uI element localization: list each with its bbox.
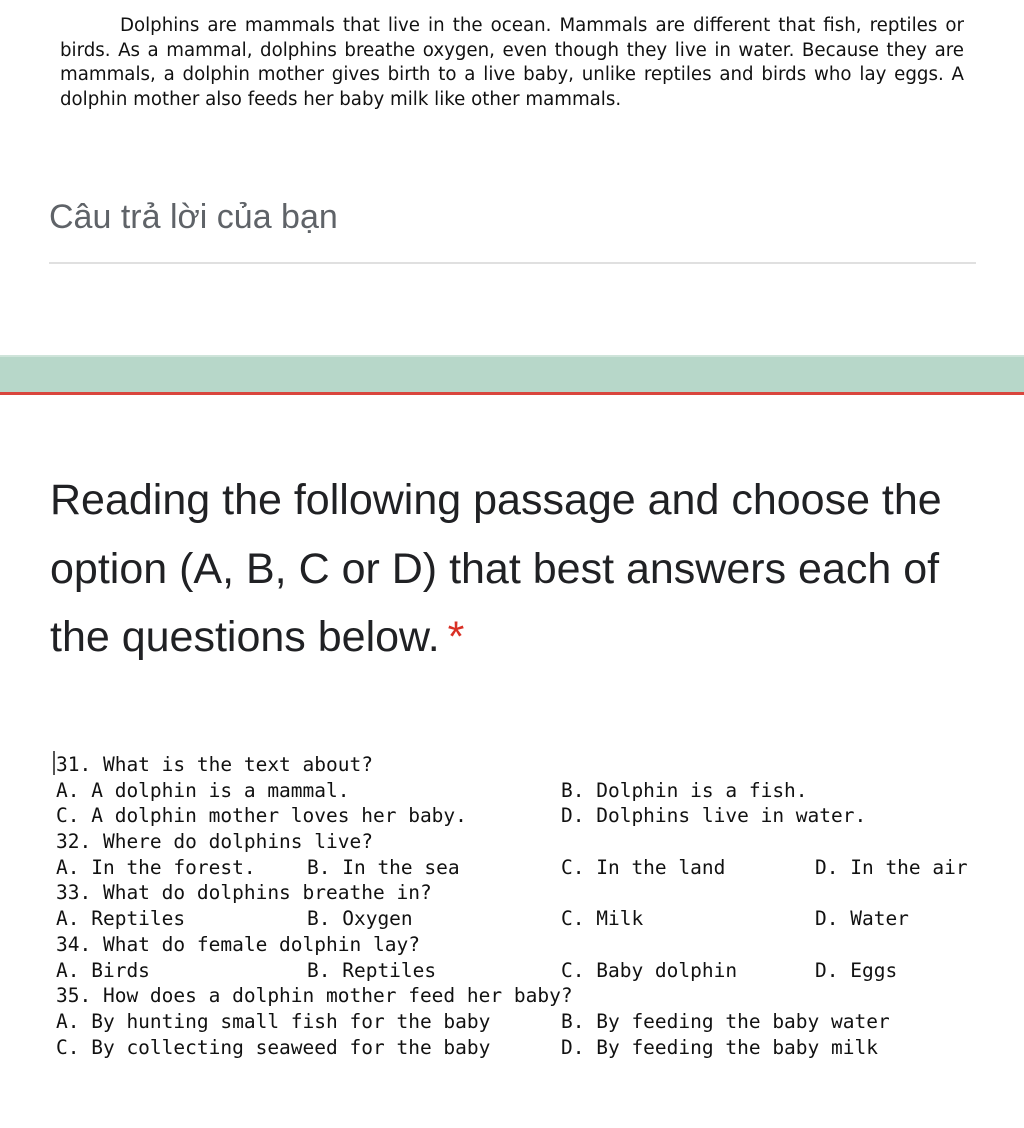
q35-option-c: C. By collecting seaweed for the baby: [56, 1035, 491, 1059]
question-32: [53, 829, 993, 855]
q32-option-c: C. In the land: [561, 855, 726, 879]
question-31-options-row1: [53, 778, 993, 804]
question-title: [50, 466, 990, 672]
q33-option-d: D. Water: [815, 907, 909, 931]
short-answer-input[interactable]: [49, 196, 976, 264]
question-34: [53, 932, 993, 958]
question-32-text: 32. Where do dolphins live?: [56, 830, 373, 854]
question-32-options: [53, 855, 993, 881]
q32-option-d: D. In the air: [815, 855, 968, 879]
q33-option-b: B. Oxygen: [307, 907, 413, 931]
required-asterisk: *: [447, 613, 465, 661]
question-31-text: 31. What is the text about?: [56, 753, 373, 776]
q31-option-d: D. Dolphins live in water.: [561, 804, 867, 828]
question-35-options-row1: [53, 1009, 993, 1035]
q33-option-c: C. Milk: [561, 907, 644, 931]
passage-text: Dolphins are mammals that live in the ocean. Mammals are different that fish, reptiles or birds. As a mammal, dolphins breathe oxygen, even though they live in water. Because they are mammals, a dolphin mother gives birth to a live baby, unlike reptiles and birds who lay eggs. A dolphin mother also feeds her baby milk like other mammals.: [60, 15, 964, 110]
q32-option-b: B. In the sea: [307, 855, 460, 879]
q34-option-a: A. Birds: [56, 958, 150, 982]
q33-option-a: A. Reptiles: [56, 907, 186, 931]
q35-option-d: D. By feeding the baby milk: [561, 1035, 878, 1059]
question-title-text: Reading the following passage and choose the option (A, B, C or D) that best answers each of the questions below.: [50, 476, 942, 661]
q34-option-d: D. Eggs: [815, 958, 898, 982]
question-33-options: [53, 906, 993, 932]
q31-option-c: C. A dolphin mother loves her baby.: [56, 804, 467, 828]
q35-option-b: B. By feeding the baby water: [561, 1009, 890, 1033]
q32-option-a: A. In the forest.: [56, 855, 256, 879]
question-35-options-row2: [53, 1035, 993, 1061]
question-34-text: 34. What do female dolphin lay?: [56, 932, 420, 956]
question-35: [53, 983, 993, 1009]
q31-option-b: B. Dolphin is a fish.: [561, 778, 808, 802]
question-35-text: 35. How does a dolphin mother feed her baby?: [56, 984, 573, 1008]
section-divider: [0, 392, 1024, 395]
question-31-options-row2: [53, 803, 993, 829]
question-31: [53, 752, 993, 778]
q34-option-b: B. Reptiles: [307, 958, 437, 982]
q34-option-c: C. Baby dolphin: [561, 958, 738, 982]
question-33: [53, 880, 993, 906]
question-34-options: [53, 958, 993, 984]
question-33-text: 33. What do dolphins breathe in?: [56, 881, 432, 905]
section-header-band: [0, 355, 1024, 394]
q35-option-a: A. By hunting small fish for the baby: [56, 1009, 491, 1033]
q31-option-a: A. A dolphin is a mammal.: [56, 778, 350, 802]
answer-placeholder: Câu trả lời của bạn: [49, 198, 338, 236]
quiz-questions: [53, 752, 993, 1060]
